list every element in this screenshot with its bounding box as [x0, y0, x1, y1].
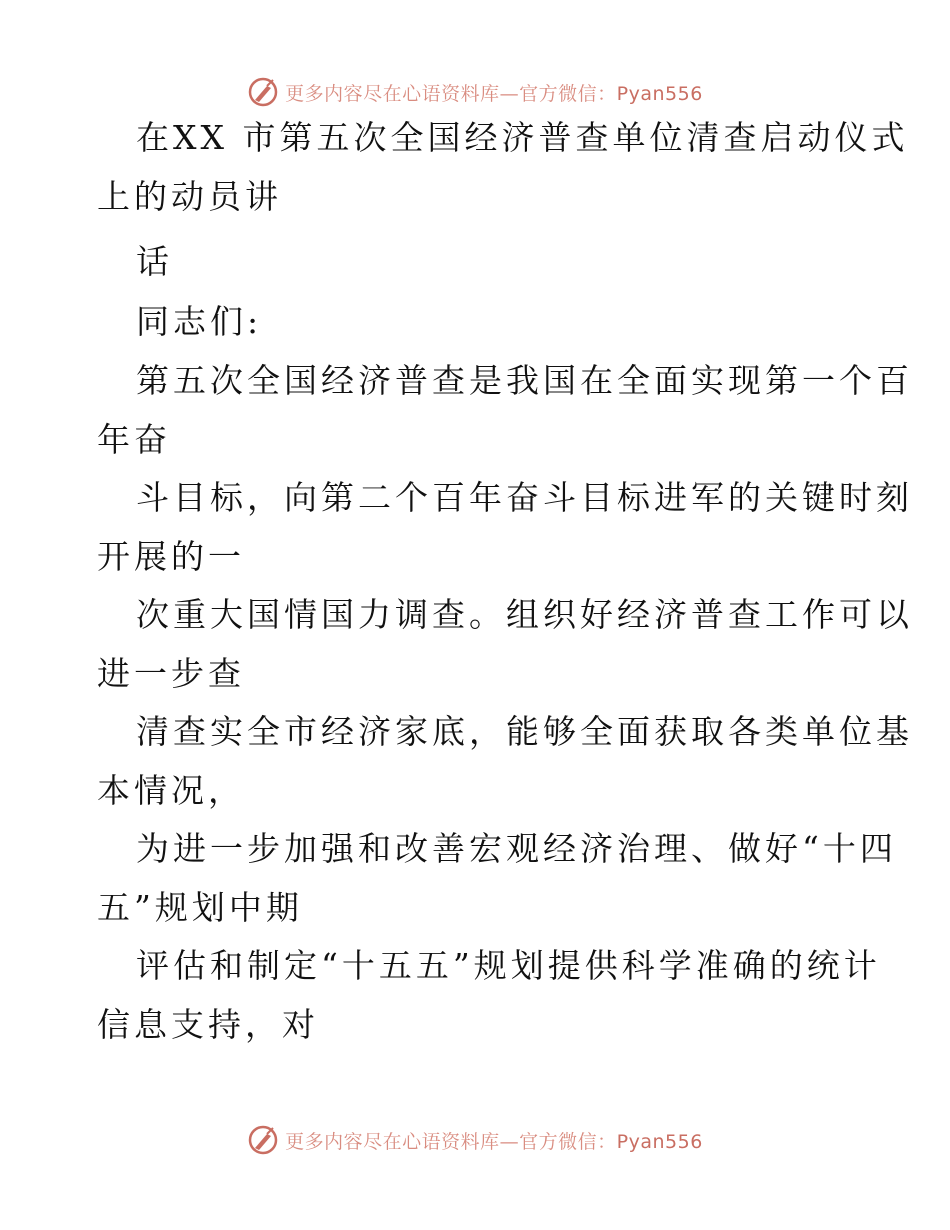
document-line: 第五次全国经济普查是我国在全面实现第一个百	[136, 361, 913, 400]
document-line: 进一步查	[97, 654, 245, 693]
document-line: 在XX 市第五次全国经济普查单位清查启动仪式	[136, 118, 909, 157]
watermark-prefix: 更多内容尽在心语资料库—官方微信：	[285, 1130, 617, 1153]
document-line: 开展的一	[97, 537, 245, 576]
pen-logo-icon	[247, 76, 279, 108]
document-line: 信息支持，对	[97, 1005, 319, 1044]
watermark-prefix: 更多内容尽在心语资料库—官方微信：	[285, 82, 617, 105]
document-line: 五”规划中期	[97, 888, 303, 927]
document-line: 次重大国情国力调查。组织好经济普查工作可以	[136, 595, 913, 634]
pen-logo-icon	[247, 1124, 279, 1156]
document-line: 斗目标，向第二个百年奋斗目标进军的关键时刻	[136, 478, 913, 517]
document-line: 为进一步加强和改善宏观经济治理、做好“十四	[136, 829, 897, 868]
watermark-wechat-id: Pyan556	[616, 82, 703, 105]
document-line: 清查实全市经济家底，能够全面获取各类单位基	[136, 712, 913, 751]
document-line: 评估和制定“十五五”规划提供科学准确的统计	[136, 946, 881, 985]
watermark-text	[285, 79, 703, 106]
watermark-wechat-id: Pyan556	[616, 1130, 703, 1153]
document-line: 年奋	[97, 420, 171, 459]
document-line: 同志们:	[136, 302, 263, 341]
document-line: 本情况，	[97, 771, 245, 810]
document-line: 话	[136, 242, 173, 281]
header-watermark	[0, 72, 950, 112]
footer-watermark	[0, 1120, 950, 1160]
document-line: 上的动员讲	[97, 177, 282, 216]
watermark-text	[285, 1127, 703, 1154]
